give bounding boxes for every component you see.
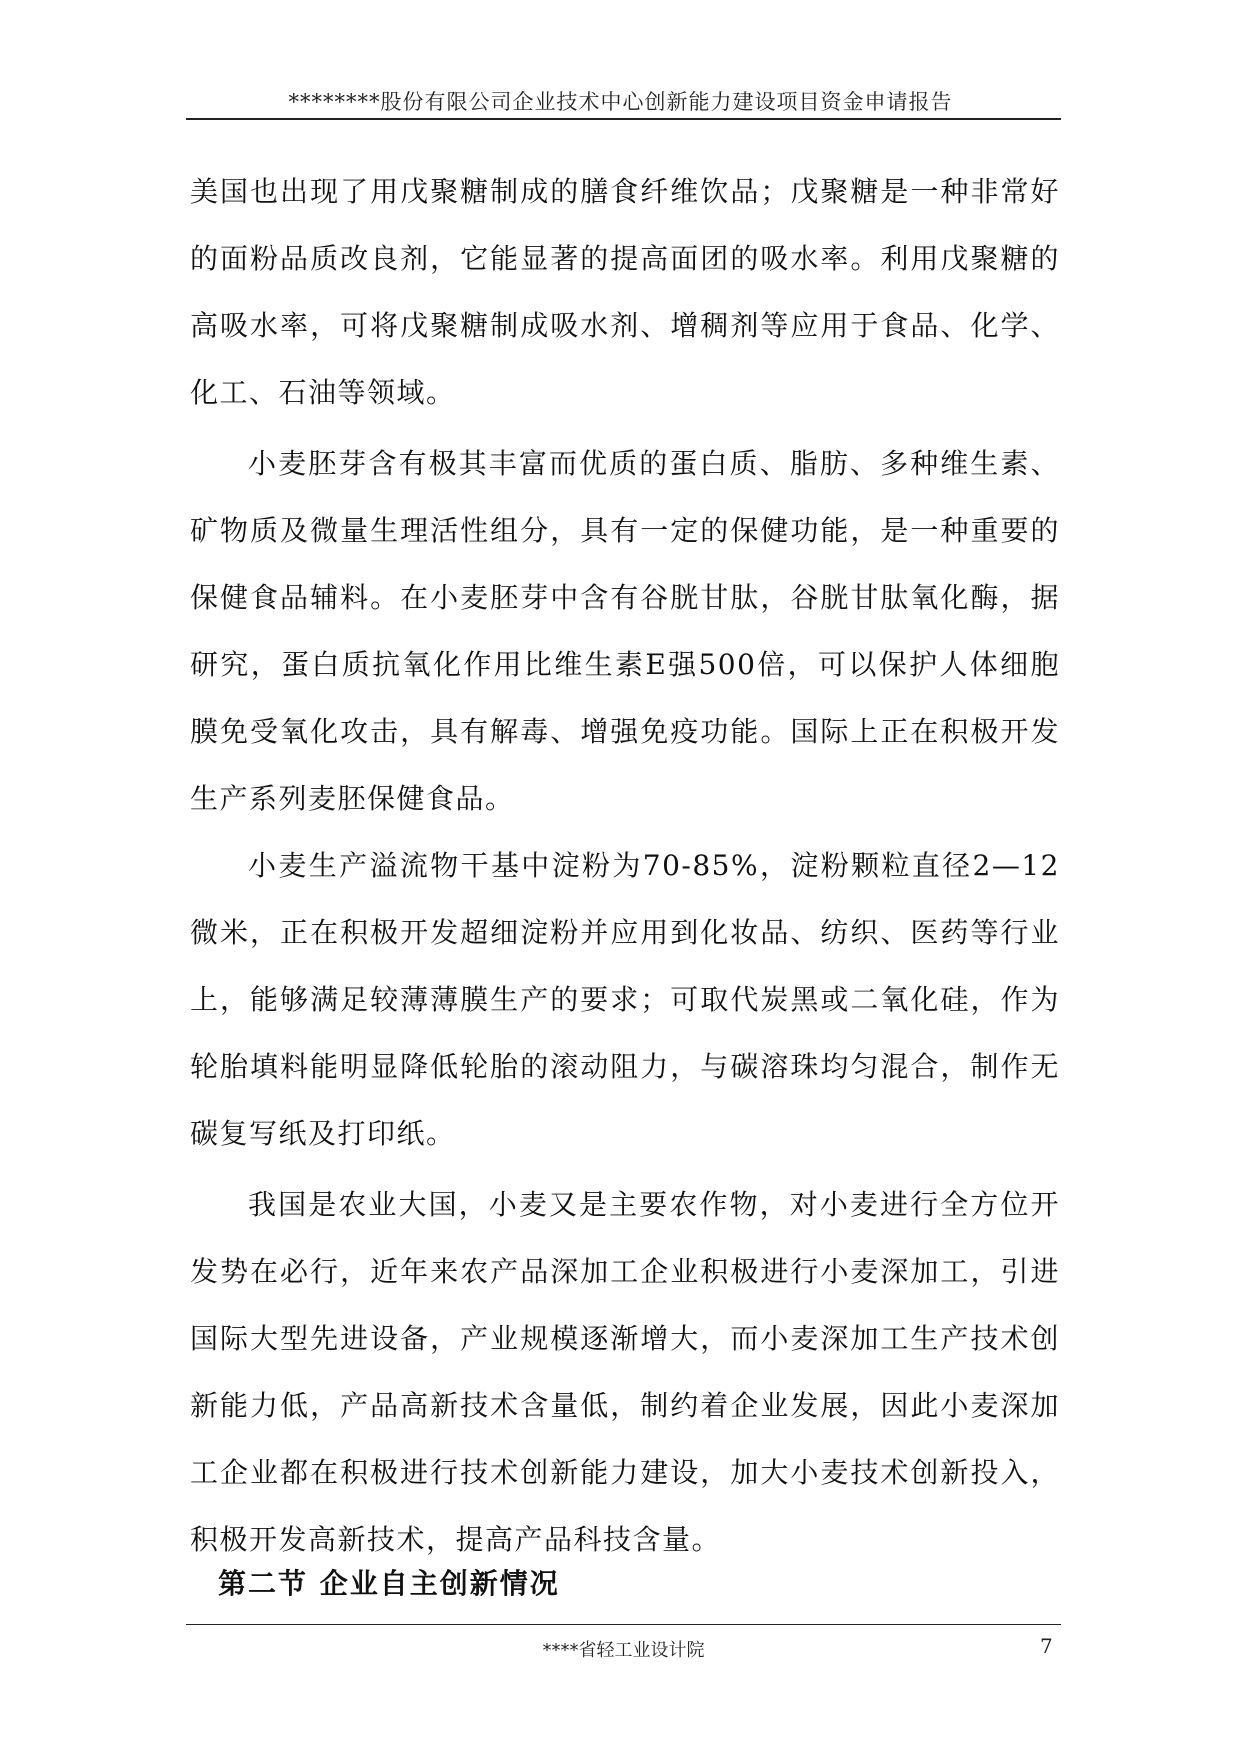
document-body <box>190 158 1060 1573</box>
paragraph-2: 小麦胚芽含有极其丰富而优质的蛋白质、脂肪、多种维生素、矿物质及微量生理活性组分，具有一定的保健功能，是一种重要的保健食品辅料。在小麦胚芽中含有谷胱甘肽，谷胱甘肽氧化酶，据研究，蛋白质抗氧化作用比维生素E强500倍，可以保护人体细胞膜免受氧化攻击，具有解毒、增强免疫功能。国际上正在积极开发生产系列麦胚保健食品。 <box>190 447 1060 815</box>
section-title: 第二节 企业自主创新情况 <box>218 1567 560 1600</box>
paragraph-3: 小麦生产溢流物干基中淀粉为70-85%，淀粉颗粒直径2—12微米，正在积极开发超细淀粉并应用到化妆品、纺织、医药等行业上，能够满足较薄薄膜生产的要求；可取代炭黑或二氧化硅，作为轮胎填料能明显降低轮胎的滚动阻力，与碳溶珠均匀混合，制作无碳复写纸及打印纸。 <box>190 849 1060 1150</box>
footer-divider <box>186 1624 1061 1625</box>
paragraph-1: 美国也出现了用戊聚糖制成的膳食纤维饮品；戊聚糖是一种非常好的面粉品质改良剂，它能显著的提高面团的吸水率。利用戊聚糖的高吸水率，可将戊聚糖制成吸水剂、增稠剂等应用于食品、化学、化工、石油等领域。 <box>190 175 1060 409</box>
paragraph-4: 我国是农业大国，小麦又是主要农作物，对小麦进行全方位开发势在必行，近年来农产品深加工企业积极进行小麦深加工，引进国际大型先进设备，产业规模逐渐增大，而小麦深加工生产技术创新能力低，产品高新技术含量低，制约着企业发展，因此小麦深加工企业都在积极进行技术创新能力建设，加大小麦技术创新投入，积极开发高新技术，提高产品科技含量。 <box>190 1188 1060 1556</box>
page-header: ********股份有限公司企业技术中心创新能力建设项目资金申请报告 <box>288 90 953 114</box>
header-divider <box>186 118 1061 120</box>
footer-institute: ****省轻工业设计院 <box>542 1640 705 1661</box>
page-number: 7 <box>1040 1634 1053 1658</box>
